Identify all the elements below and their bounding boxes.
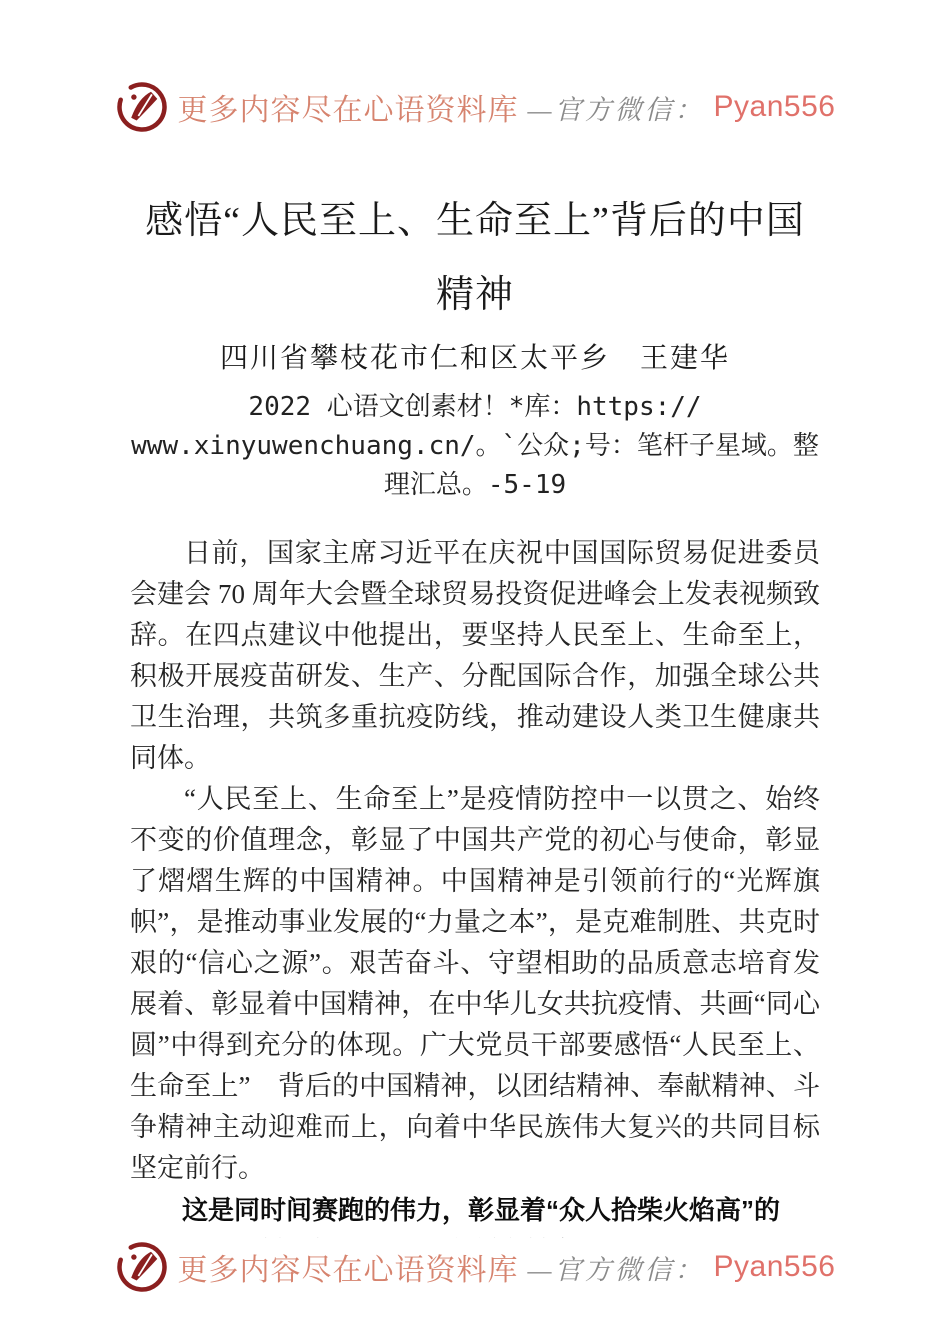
paragraph: 日前，国家主席习近平在庆祝中国国际贸易促进委员会建会 70 周年大会暨全球贸易投资促进峰会上发表视频致辞。在四点建议中他提出，要坚持人民至上、生命至上，积极开展疫苗研发、生产、分配国际合作，加强全球公共卫生治理，共筑多重抗疫防线，推动建设人类卫生健康共同体。	[130, 538, 820, 773]
watermark-line: www.xinyuwenchuang.cn/。`公众;号：笔杆子星域。整	[131, 431, 819, 461]
banner-main-text: 更多内容尽在心语资料库	[177, 94, 519, 127]
document-title	[0, 184, 950, 332]
banner-wechat-label: —官方微信：	[527, 94, 705, 125]
banner-wechat-label: —官方微信：	[527, 1254, 705, 1285]
title-line-1: 感悟“人民至上、生命至上”背后的中国	[145, 200, 805, 242]
watermark-bottom	[0, 1233, 950, 1238]
banner-wechat-id: Pyan556	[713, 1250, 836, 1283]
footer-banner	[0, 1240, 950, 1294]
header-banner	[0, 0, 950, 134]
bold-lead-line: 这是同时间赛跑的伟力，彰显着“众人拾柴火焰高”的	[182, 1195, 781, 1225]
watermark-line: 2022 心语文创素材！*库：https://	[248, 392, 702, 422]
watermark-line: 理汇总。-5-19	[383, 470, 567, 500]
pen-logo-icon	[115, 80, 169, 134]
watermark-line	[0, 1233, 950, 1238]
banner-main-text: 更多内容尽在心语资料库	[177, 1254, 519, 1287]
pen-logo-icon	[115, 1240, 169, 1294]
banner-wechat-id: Pyan556	[713, 90, 836, 123]
body-text	[130, 533, 820, 1189]
watermark-top	[0, 388, 950, 505]
title-line-2: 精神	[435, 274, 514, 316]
paragraph: “人民至上、生命至上”是疫情防控中一以贯之、始终不变的价值理念，彰显了中国共产党的初心与使命，彰显了熠熠生辉的中国精神。中国精神是引领前行的“光辉旗帜”，是推动事业发展的“力量之本”，是克难制胜、共克时艰的“信心之源”。艰苦奋斗、守望相助的品质意志培育发展着、彰显着中国精神，在中华儿女共抗疫情、共画“同心圆”中得到充分的体现。广大党员干部要感悟“人民至上、生命至上” 背后的中国精神，以团结精神、奉献精神、斗争精神主动迎难而上，向着中华民族伟大复兴的共同目标坚定前行。	[130, 784, 820, 1183]
author-line: 四川省攀枝花市仁和区太平乡 王建华	[219, 343, 730, 374]
